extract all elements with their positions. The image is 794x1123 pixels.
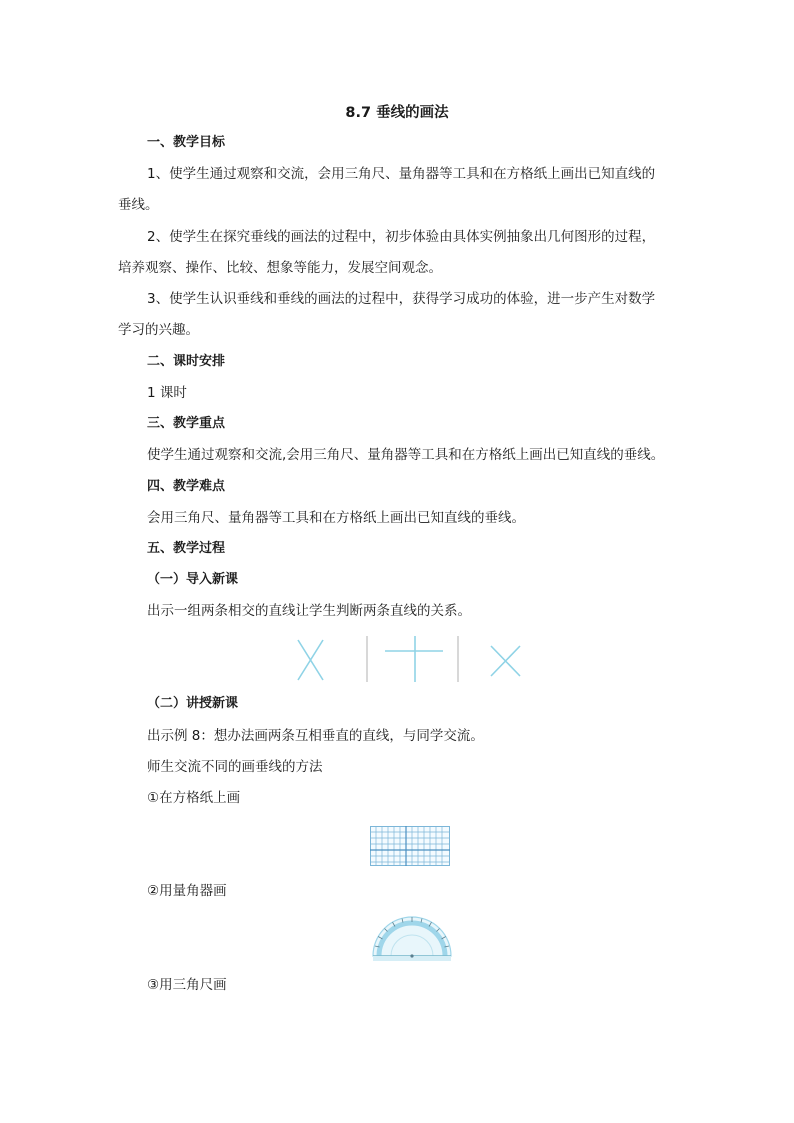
intersecting-lines-figure (288, 632, 528, 684)
goal-3-line-2: 学习的兴趣。 (118, 322, 199, 338)
section-heading-key-points: 三、教学重点 (147, 416, 226, 431)
figure-perpendicular-cross (385, 636, 443, 682)
discussion-text: 师生交流不同的画垂线的方法 (147, 759, 323, 775)
section-heading-schedule: 二、课时安排 (147, 354, 226, 369)
intro-text: 出示一组两条相交的直线让学生判断两条直线的关系。 (147, 603, 471, 619)
figure-oblique-cross-wide (491, 646, 520, 676)
schedule-text: 1 课时 (147, 385, 187, 401)
difficulties-text: 会用三角尺、量角器等工具和在方格纸上画出已知直线的垂线。 (147, 510, 525, 526)
page-title: 8.7 垂线的画法 (345, 105, 449, 121)
goal-2-line-2: 培养观察、操作、比较、想象等能力，发展空间观念。 (118, 260, 442, 276)
example-text: 出示例 8：想办法画两条互相垂直的直线，与同学交流。 (147, 728, 484, 744)
key-points-text: 使学生通过观察和交流,会用三角尺、量角器等工具和在方格纸上画出已知直线的垂线。 (147, 447, 665, 463)
section-heading-process: 五、教学过程 (147, 541, 226, 556)
goal-1-line-1: 1、使学生通过观察和交流，会用三角尺、量角器等工具和在方格纸上画出已知直线的 (147, 166, 656, 182)
method-2-label: ②用量角器画 (147, 883, 227, 899)
subsection-heading-intro: （一）导入新课 (147, 572, 239, 587)
section-heading-difficulties: 四、教学难点 (147, 479, 226, 494)
protractor-icon (369, 910, 455, 962)
method-1-label: ①在方格纸上画 (147, 790, 241, 806)
subsection-heading-new-lesson: （二）讲授新课 (147, 696, 239, 711)
goal-3-line-1: 3、使学生认识垂线和垂线的画法的过程中，获得学习成功的体验，进一步产生对数学 (147, 291, 656, 307)
goal-2-line-1: 2、使学生在探究垂线的画法的过程中，初步体验由具体实例抽象出几何图形的过程， (147, 229, 656, 245)
figure-oblique-cross (298, 640, 323, 680)
goal-1-line-2: 垂线。 (118, 197, 159, 213)
section-heading-goals: 一、教学目标 (147, 135, 226, 150)
method-3-label: ③用三角尺画 (147, 977, 227, 993)
grid-paper-figure (370, 826, 450, 866)
